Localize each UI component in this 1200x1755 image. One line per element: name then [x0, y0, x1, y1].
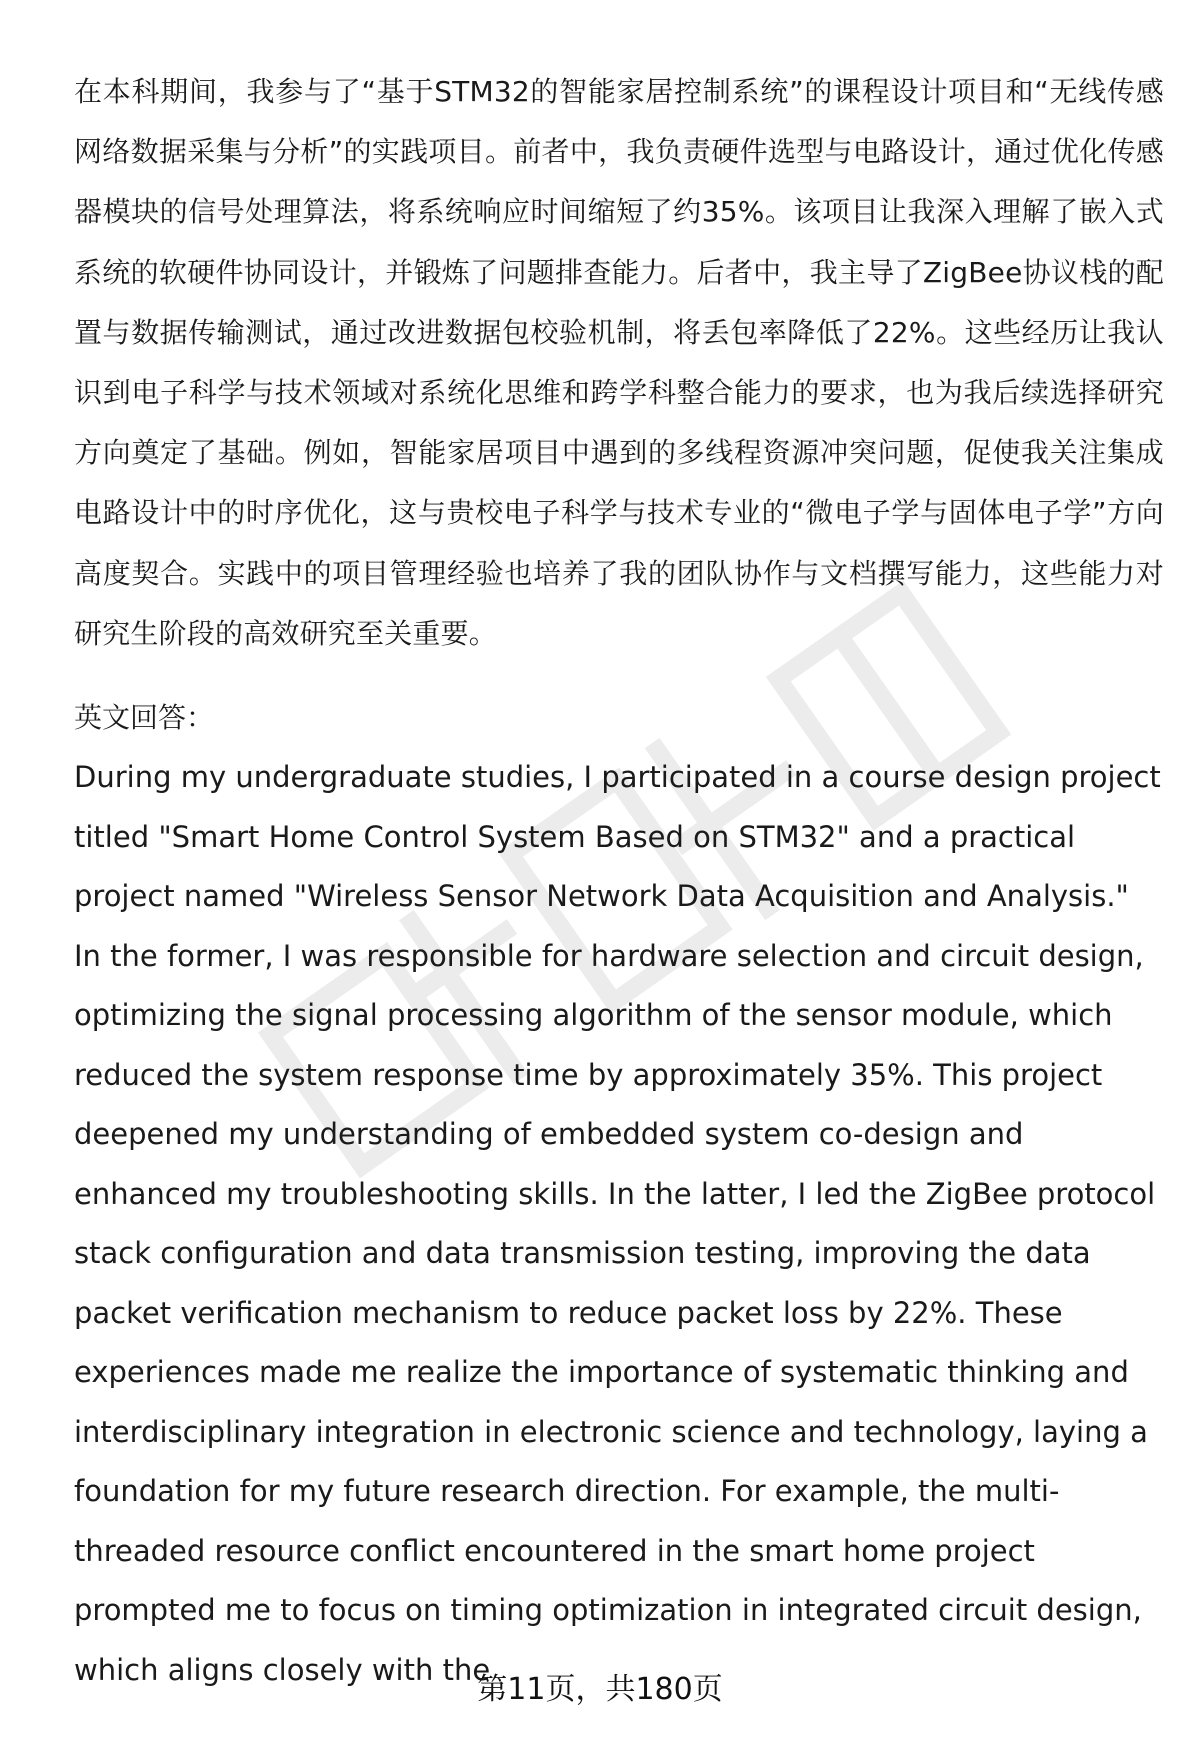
page-number-footer: 第11页，共180页 — [477, 1672, 723, 1707]
english-answer-label: 英文回答： — [74, 701, 215, 735]
english-answer-paragraph: During my undergraduate studies, I participated in a course design project titled "Smart Home Control System Based on STM32" and a practical project named "Wireless Sensor Network Data Acquisition and Analysis." In the former, I was responsible for hardware selection and circuit design, optimizing the signal processing algorithm of the sensor module, which reduced the system response time by approximately 35%. This project deepened my understanding of embedded system co-design and enhanced my troubleshooting skills. In the latter, I led the ZigBee protocol stack configuration and data transmission testing, improving the data packet verification mechanism to reduce packet loss by 22%. These experiences made me realize the importance of systematic thinking and interdisciplinary integration in electronic science and technology, laying a foundation for my future research direction. For example, the multi-threaded resource conflict encountered in the smart home project prompted me to focus on timing optimization in integrated circuit design, which aligns closely with the — [74, 760, 1161, 1687]
document-content — [74, 62, 1164, 1700]
chinese-answer-paragraph: 在本科期间，我参与了“基于STM32的智能家居控制系统”的课程设计项目和“无线传感网络数据采集与分析”的实践项目。前者中，我负责硬件选型与电路设计，通过优化传感器模块的信号处理算法，将系统响应时间缩短了约35%。该项目让我深入理解了嵌入式系统的软硬件协同设计，并锻炼了问题排查能力。后者中，我主导了ZigBee协议栈的配置与数据传输测试，通过改进数据包校验机制，将丢包率降低了22%。这些经历让我认识到电子科学与技术领域对系统化思维和跨学科整合能力的要求，也为我后续选择研究方向奠定了基础。例如，智能家居项目中遇到的多线程资源冲突问题，促使我关注集成电路设计中的时序优化，这与贵校电子科学与技术专业的“微电子学与固体电子学”方向高度契合。实践中的项目管理经验也培养了我的团队协作与文档撰写能力，这些能力对研究生阶段的高效研究至关重要。 — [74, 75, 1164, 650]
